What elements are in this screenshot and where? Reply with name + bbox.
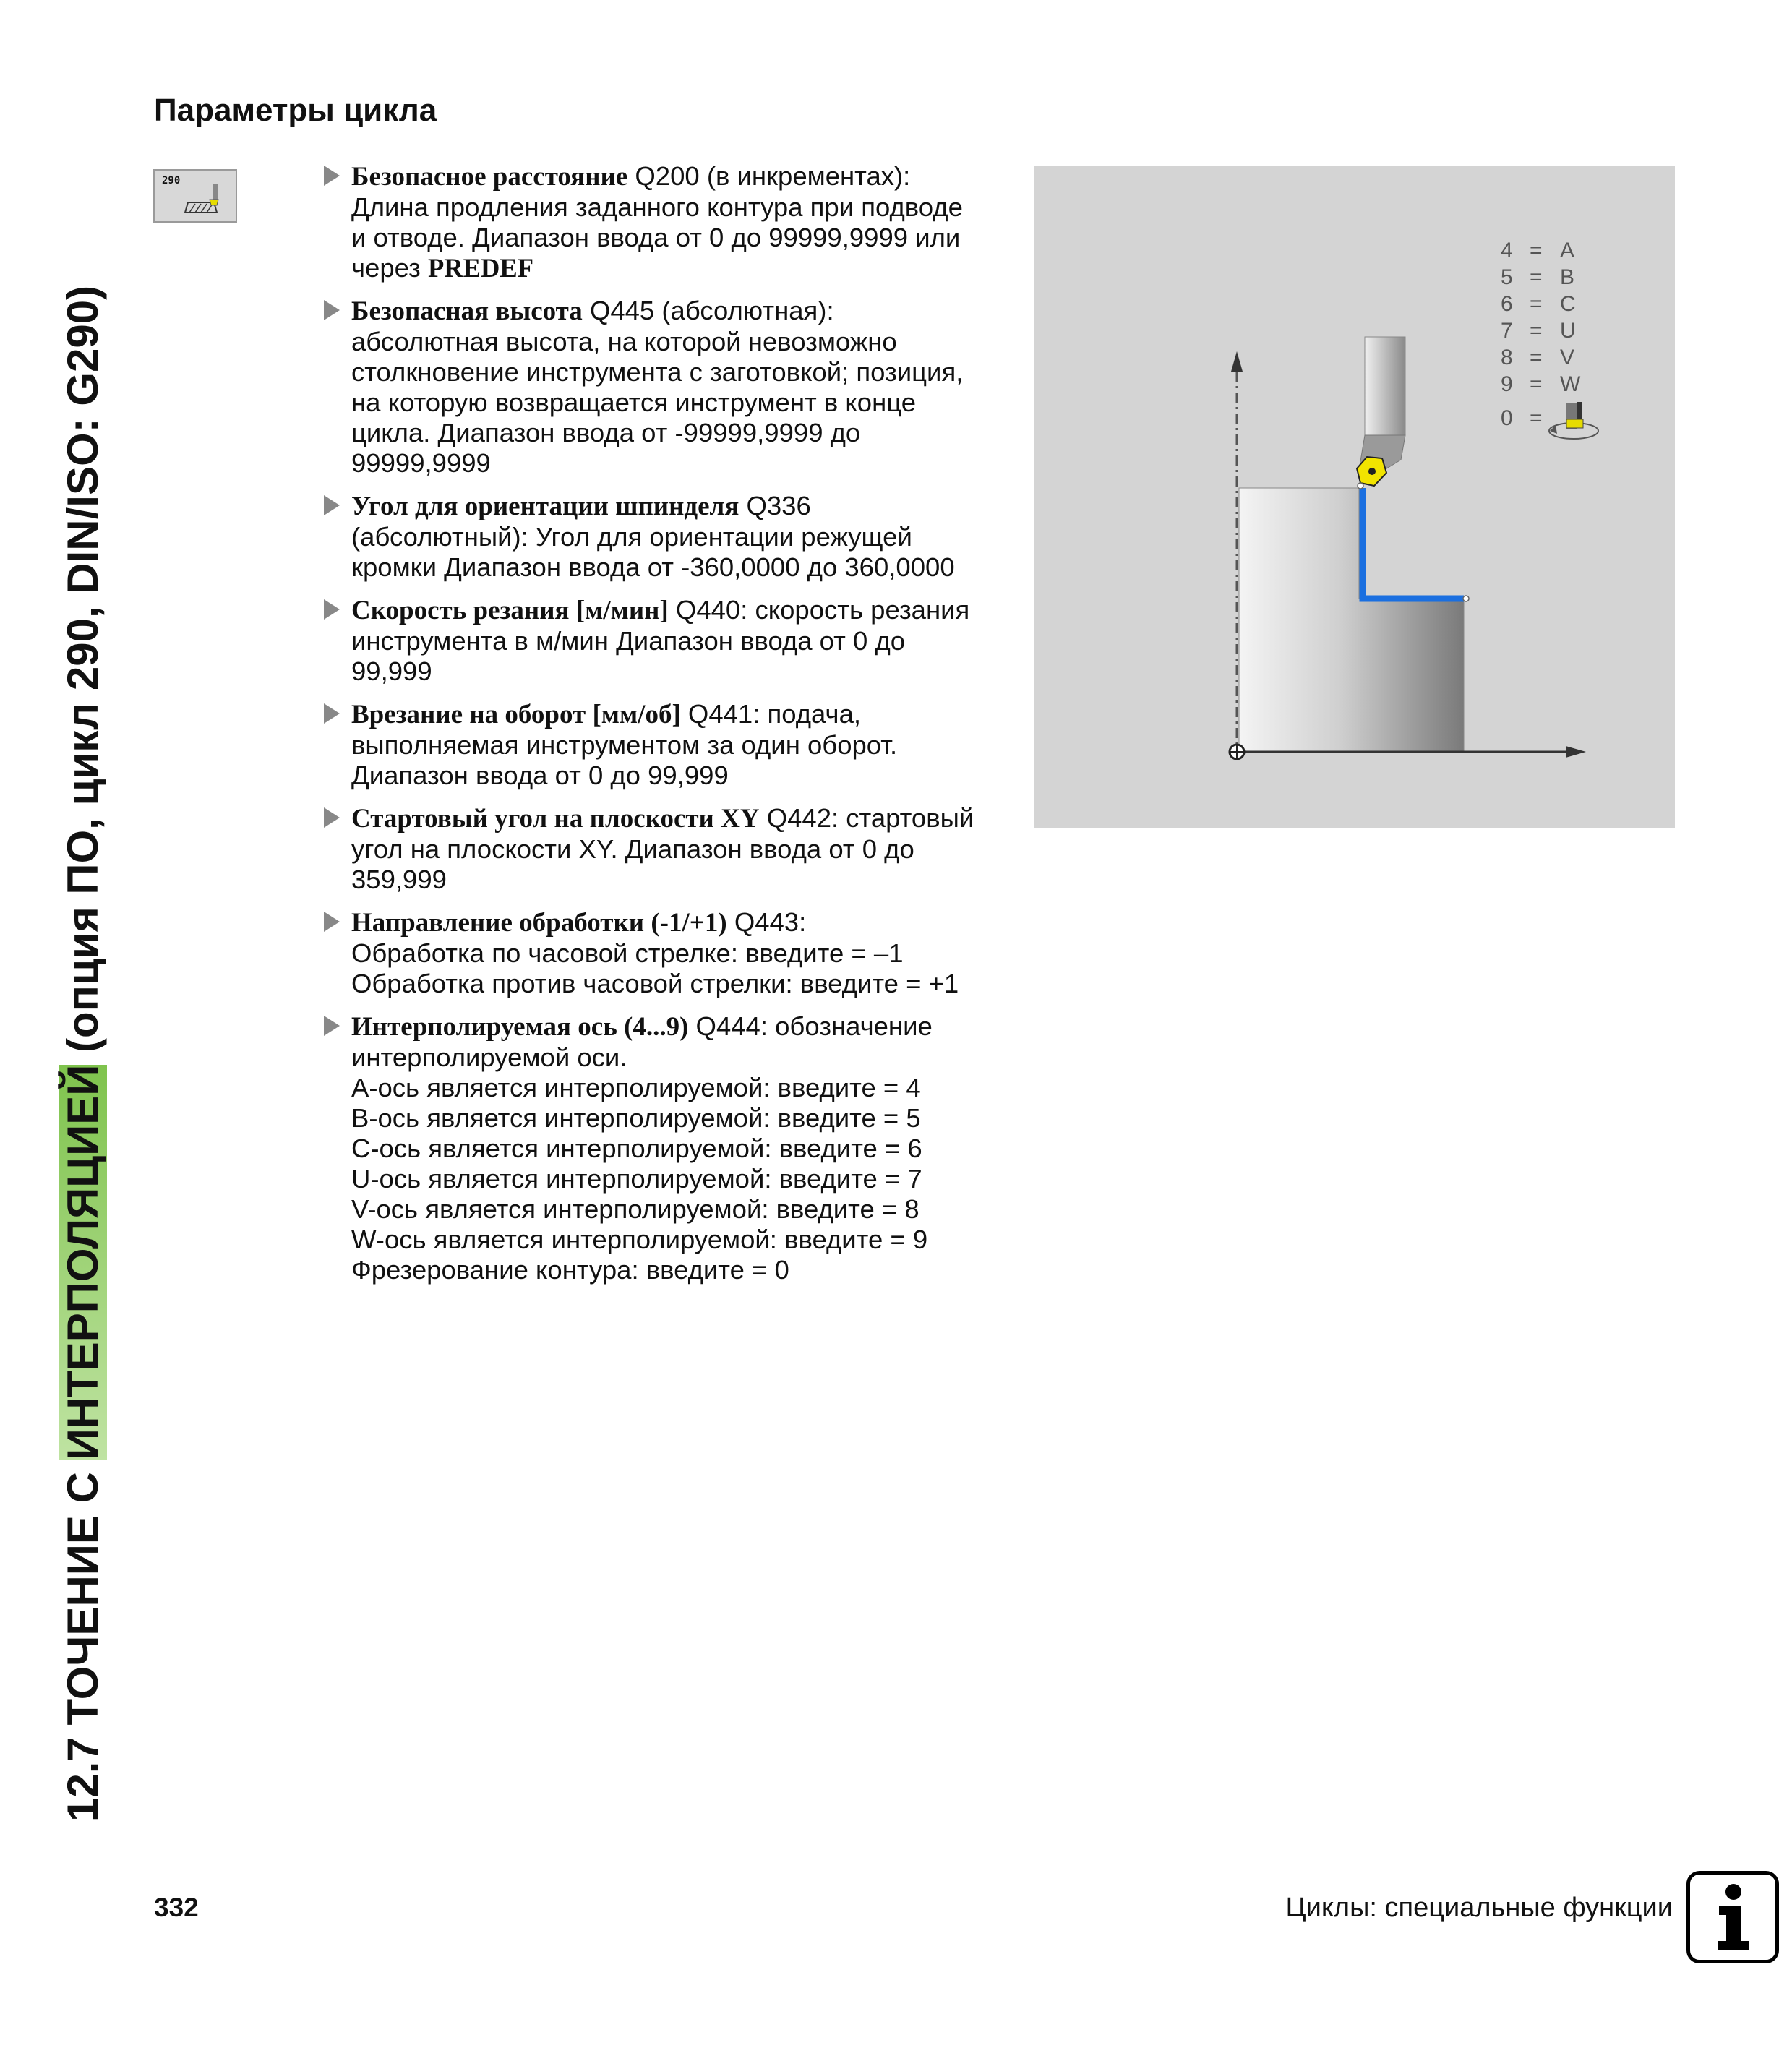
param-text: 99,999: [351, 656, 432, 686]
bullet-triangle-icon: [324, 599, 340, 620]
legend-num: 0: [1501, 406, 1513, 430]
bullet-triangle-icon: [324, 807, 340, 828]
param-name: Угол для ориентации шпинделя: [351, 492, 739, 521]
contour-path: [1363, 488, 1464, 599]
param-q441: [324, 699, 1003, 791]
legend-num: 8: [1501, 346, 1513, 369]
legend-axis: U: [1560, 319, 1576, 343]
page-number: 332: [154, 1893, 199, 1922]
param-name: Стартовый угол на плоскости XY: [351, 804, 760, 834]
param-name: Безопасная высота: [351, 296, 583, 326]
interpolation-turning-cycle-icon: [155, 171, 236, 221]
parameter-list: [324, 161, 1003, 1298]
param-text: Q445 (абсолютная):: [582, 296, 834, 325]
contour-end-point: [1463, 596, 1469, 601]
param-text: Q336: [739, 491, 811, 520]
param-text: Q440: скорость резания: [668, 595, 970, 625]
bullet-triangle-icon: [324, 300, 340, 320]
bullet-triangle-icon: [324, 1016, 340, 1036]
param-text: C-ось является интерполируемой: введите = 6: [351, 1134, 922, 1163]
param-text: кромки Диапазон ввода от -360,0000 до 360,0000: [351, 552, 955, 582]
param-name: Скорость резания [м/мин]: [351, 596, 669, 625]
legend-num: 6: [1501, 292, 1513, 316]
legend-num: 9: [1501, 372, 1513, 396]
cycle-illustration: [1034, 166, 1675, 828]
param-text: 359,999: [351, 865, 447, 894]
illustration-drawing: [1034, 166, 1675, 828]
legend-eq: =: [1530, 239, 1543, 262]
workpiece-shape: [1239, 488, 1464, 752]
param-text: W-ось является интерполируемой: введите = 9: [351, 1225, 928, 1254]
param-text: Q200 (в инкрементах):: [627, 161, 911, 191]
section-heading: Параметры цикла: [154, 93, 437, 128]
param-text: V-ось является интерполируемой: введите = 8: [351, 1194, 919, 1224]
x-axis-arrow-icon: [1566, 746, 1586, 758]
param-q440: [324, 595, 1003, 687]
param-name: Интерполируемая ось (4...9): [351, 1012, 689, 1042]
legend-axis: B: [1560, 265, 1575, 289]
param-text: и отводе. Диапазон ввода от 0 до 99999,9999 или: [351, 223, 961, 252]
bullet-triangle-icon: [324, 703, 340, 724]
footer-chapter-title: Циклы: специальные функции: [1285, 1893, 1673, 1923]
param-text: столкновение инструмента с заготовкой; позиция,: [351, 357, 964, 387]
param-text: Обработка по часовой стрелке: введите = –1: [351, 938, 904, 968]
legend-axis: W: [1560, 372, 1581, 396]
param-text: Длина продления заданного контура при подводе: [351, 192, 963, 222]
chapter-side-title: [54, 87, 112, 1822]
param-name: Направление обработки (-1/+1): [351, 908, 727, 938]
param-text: A-ось является интерполируемой: введите = 4: [351, 1073, 921, 1102]
bullet-triangle-icon: [324, 166, 340, 186]
param-q444: [324, 1011, 1003, 1285]
side-title-suffix: (опция ПО, цикл 290, DIN/ISO: G290): [59, 285, 107, 1065]
param-text: B-ось является интерполируемой: введите = 5: [351, 1103, 921, 1133]
param-text: цикла. Диапазон ввода от -99999,9999 до: [351, 418, 861, 447]
cycle-softkey-label: 290: [162, 175, 181, 187]
param-text: угол на плоскости XY. Диапазон ввода от 0 до: [351, 834, 914, 864]
side-title-highlight: ИНТЕРПОЛЯЦИЕЙ: [59, 1064, 107, 1460]
param-text: выполняемая инструментом за один оборот.: [351, 730, 898, 760]
legend-eq: =: [1530, 319, 1543, 343]
bullet-triangle-icon: [324, 912, 340, 932]
legend-num: 7: [1501, 319, 1513, 343]
bullet-triangle-icon: [324, 495, 340, 515]
legend-eq: =: [1530, 265, 1543, 289]
param-q445: [324, 296, 1003, 479]
param-text: абсолютная высота, на которой невозможно: [351, 327, 897, 356]
param-q336: [324, 491, 1003, 583]
param-text: через: [351, 253, 428, 283]
param-text: на которую возвращается инструмент в конце: [351, 387, 917, 417]
param-text: Q443:: [726, 907, 807, 937]
legend-axis: C: [1560, 292, 1576, 316]
param-text: Q442: стартовый: [759, 803, 974, 833]
param-name: Врезание на оборот [мм/об]: [351, 700, 681, 729]
legend-eq: =: [1530, 406, 1543, 430]
param-q442: [324, 803, 1003, 895]
param-q200: [324, 161, 1003, 283]
param-text: Обработка против часовой стрелки: введите = +1: [351, 969, 959, 998]
side-title-prefix: 12.7 ТОЧЕНИЕ С: [59, 1460, 107, 1822]
legend-axis: A: [1560, 239, 1575, 262]
param-text: инструмента в м/мин Диапазон ввода от 0 до: [351, 626, 906, 656]
origin-datum-icon: [1230, 745, 1244, 759]
contour-milling-icon: [1549, 402, 1598, 439]
param-text: U-ось является интерполируемой: введите = 7: [351, 1164, 922, 1194]
param-name: Безопасное расстояние: [351, 162, 628, 192]
legend-eq: =: [1530, 346, 1543, 369]
param-text: Диапазон ввода от 0 до 99,999: [351, 760, 729, 790]
z-axis-arrow-icon: [1231, 351, 1243, 372]
turning-tool-icon: [1357, 337, 1405, 489]
param-text: (абсолютный): Угол для ориентации режущей: [351, 522, 912, 552]
axis-legend: [1501, 239, 1581, 430]
info-icon: [1686, 1871, 1779, 1963]
legend-axis: V: [1560, 346, 1575, 369]
param-text: Фрезерование контура: введите = 0: [351, 1255, 789, 1285]
cycle-softkey: [153, 169, 237, 223]
predef-keyword: PREDEF: [428, 253, 533, 283]
param-text: Q444: обозначение: [688, 1011, 933, 1041]
legend-eq: =: [1530, 292, 1543, 316]
param-text: интерполируемой оси.: [351, 1042, 627, 1072]
info-glyph: [1690, 1875, 1775, 1960]
param-q443: [324, 907, 1003, 999]
legend-num: 5: [1501, 265, 1513, 289]
param-text: 99999,9999: [351, 448, 491, 478]
legend-eq: =: [1530, 372, 1543, 396]
param-text: Q441: подача,: [680, 699, 862, 729]
legend-num: 4: [1501, 239, 1513, 262]
